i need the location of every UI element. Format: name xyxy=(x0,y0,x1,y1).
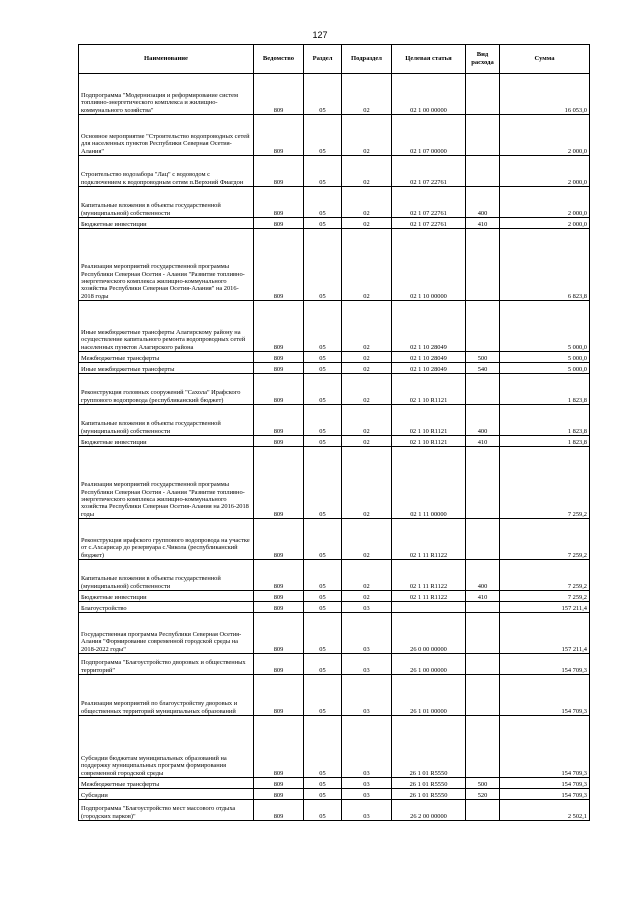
column-header-sum: Сумма xyxy=(500,45,590,74)
cell-subsection: 02 xyxy=(342,187,392,218)
cell-dept: 809 xyxy=(254,218,304,229)
table-row xyxy=(79,352,590,363)
page-number: 127 xyxy=(312,30,328,40)
cell-name: Реализация мероприятий по благоустройству дворовых и общественных территорий муниципальных образований xyxy=(79,675,254,716)
cell-subsection: 02 xyxy=(342,363,392,374)
cell-kind xyxy=(466,115,500,156)
cell-target: 02 1 07 22761 xyxy=(392,187,466,218)
column-header-dept: Ведомство xyxy=(254,45,304,74)
cell-kind xyxy=(466,156,500,187)
cell-kind xyxy=(466,374,500,405)
cell-sum: 154 709,3 xyxy=(500,675,590,716)
cell-dept: 809 xyxy=(254,374,304,405)
cell-section: 05 xyxy=(304,675,342,716)
cell-subsection: 03 xyxy=(342,778,392,789)
cell-target: 26 1 01 R5550 xyxy=(392,778,466,789)
column-header-target: Целевая статья xyxy=(392,45,466,74)
cell-name: Государственная программа Республики Северная Осетия-Алания "Формирование современной городской среды на 2018-2022 годы" xyxy=(79,613,254,654)
cell-target: 02 1 10 R1121 xyxy=(392,405,466,436)
cell-subsection: 02 xyxy=(342,560,392,591)
column-header-name: Наименование xyxy=(79,45,254,74)
cell-name: Бюджетные инвестиции xyxy=(79,591,254,602)
cell-target: 02 1 11 00000 xyxy=(392,447,466,519)
table-row xyxy=(79,602,590,613)
cell-name: Подпрограмма "Модернизация и реформирование систем топливно-энергетического комплекса и жилищно-коммунального хозяйства" xyxy=(79,74,254,115)
cell-target: 26 1 00 00000 xyxy=(392,654,466,675)
cell-dept: 809 xyxy=(254,675,304,716)
cell-kind xyxy=(466,447,500,519)
cell-sum: 2 502,1 xyxy=(500,800,590,821)
cell-sum: 7 259,2 xyxy=(500,447,590,519)
cell-subsection: 03 xyxy=(342,654,392,675)
cell-section: 05 xyxy=(304,352,342,363)
cell-target: 26 2 00 00000 xyxy=(392,800,466,821)
cell-section: 05 xyxy=(304,591,342,602)
cell-kind: 500 xyxy=(466,778,500,789)
cell-subsection: 02 xyxy=(342,519,392,560)
cell-sum: 7 259,2 xyxy=(500,560,590,591)
cell-section: 05 xyxy=(304,74,342,115)
cell-target: 02 1 10 00000 xyxy=(392,229,466,301)
cell-subsection: 03 xyxy=(342,602,392,613)
cell-target: 02 1 00 00000 xyxy=(392,74,466,115)
cell-target xyxy=(392,602,466,613)
cell-section: 05 xyxy=(304,301,342,352)
cell-subsection: 02 xyxy=(342,301,392,352)
table-row xyxy=(79,519,590,560)
cell-section: 05 xyxy=(304,519,342,560)
cell-section: 05 xyxy=(304,436,342,447)
cell-section: 05 xyxy=(304,229,342,301)
cell-target: 02 1 10 28049 xyxy=(392,301,466,352)
column-header-section: Раздел xyxy=(304,45,342,74)
cell-section: 05 xyxy=(304,613,342,654)
cell-dept: 809 xyxy=(254,363,304,374)
cell-name: Подпрограмма "Благоустройство дворовых и общественных территорий" xyxy=(79,654,254,675)
cell-dept: 809 xyxy=(254,789,304,800)
cell-sum: 5 000,0 xyxy=(500,363,590,374)
table-row xyxy=(79,560,590,591)
cell-name: Реконструкция ирафского группового водопровода на участке от с.Ахсарисар до резервуара с.Чикола (республиканский бюджет) xyxy=(79,519,254,560)
cell-sum: 154 709,3 xyxy=(500,654,590,675)
cell-name: Субсидии бюджетам муниципальных образований на поддержку муниципальных программ формирования современной городской среды xyxy=(79,716,254,778)
cell-sum: 154 709,3 xyxy=(500,789,590,800)
cell-kind: 410 xyxy=(466,591,500,602)
cell-kind xyxy=(466,800,500,821)
cell-target: 26 0 00 00000 xyxy=(392,613,466,654)
column-header-subsection: Подраздел xyxy=(342,45,392,74)
table-body xyxy=(79,74,590,821)
cell-name: Межбюджетные трансферты xyxy=(79,352,254,363)
table-row xyxy=(79,405,590,436)
cell-section: 05 xyxy=(304,778,342,789)
cell-target: 02 1 11 R1122 xyxy=(392,560,466,591)
cell-dept: 809 xyxy=(254,602,304,613)
table-row xyxy=(79,447,590,519)
cell-subsection: 02 xyxy=(342,436,392,447)
cell-sum: 1 823,8 xyxy=(500,405,590,436)
cell-name: Иные межбюджетные трансферты xyxy=(79,363,254,374)
cell-subsection: 02 xyxy=(342,218,392,229)
cell-dept: 809 xyxy=(254,156,304,187)
cell-kind xyxy=(466,602,500,613)
cell-section: 05 xyxy=(304,560,342,591)
cell-dept: 809 xyxy=(254,613,304,654)
cell-dept: 809 xyxy=(254,229,304,301)
cell-dept: 809 xyxy=(254,74,304,115)
cell-dept: 809 xyxy=(254,800,304,821)
table-row xyxy=(79,187,590,218)
cell-section: 05 xyxy=(304,405,342,436)
cell-section: 05 xyxy=(304,789,342,800)
cell-name: Капитальные вложения в объекты государственной (муниципальной) собственности xyxy=(79,187,254,218)
cell-sum: 157 211,4 xyxy=(500,602,590,613)
cell-section: 05 xyxy=(304,602,342,613)
cell-target: 26 1 01 R5550 xyxy=(392,789,466,800)
cell-section: 05 xyxy=(304,654,342,675)
cell-sum: 2 000,0 xyxy=(500,115,590,156)
cell-sum: 7 259,2 xyxy=(500,591,590,602)
cell-dept: 809 xyxy=(254,436,304,447)
cell-name: Строительство водозабора "Лац" с водоводом с подключением к водопроводным сетям п.Верхний Фиагдон xyxy=(79,156,254,187)
cell-section: 05 xyxy=(304,374,342,405)
cell-kind: 540 xyxy=(466,363,500,374)
table-header-row xyxy=(79,45,590,74)
cell-subsection: 02 xyxy=(342,447,392,519)
table-row xyxy=(79,789,590,800)
cell-subsection: 02 xyxy=(342,115,392,156)
cell-section: 05 xyxy=(304,115,342,156)
cell-name: Субсидии xyxy=(79,789,254,800)
cell-dept: 809 xyxy=(254,115,304,156)
table-row xyxy=(79,218,590,229)
cell-dept: 809 xyxy=(254,560,304,591)
cell-section: 05 xyxy=(304,218,342,229)
cell-target: 02 1 10 28049 xyxy=(392,363,466,374)
cell-kind: 400 xyxy=(466,405,500,436)
cell-sum: 154 709,3 xyxy=(500,716,590,778)
cell-subsection: 02 xyxy=(342,352,392,363)
cell-subsection: 02 xyxy=(342,374,392,405)
cell-name: Благоустройство xyxy=(79,602,254,613)
cell-section: 05 xyxy=(304,363,342,374)
table-row xyxy=(79,436,590,447)
cell-dept: 809 xyxy=(254,591,304,602)
cell-name: Бюджетные инвестиции xyxy=(79,218,254,229)
cell-kind xyxy=(466,301,500,352)
cell-target: 26 1 01 00000 xyxy=(392,675,466,716)
cell-target: 02 1 07 22761 xyxy=(392,156,466,187)
cell-subsection: 03 xyxy=(342,675,392,716)
cell-sum: 157 211,4 xyxy=(500,613,590,654)
cell-sum: 154 709,3 xyxy=(500,778,590,789)
cell-dept: 809 xyxy=(254,654,304,675)
table-row xyxy=(79,115,590,156)
cell-name: Бюджетные инвестиции xyxy=(79,436,254,447)
cell-target: 02 1 07 22761 xyxy=(392,218,466,229)
cell-dept: 809 xyxy=(254,519,304,560)
table-row xyxy=(79,374,590,405)
table-row xyxy=(79,716,590,778)
cell-kind: 410 xyxy=(466,436,500,447)
table-row xyxy=(79,229,590,301)
cell-target: 02 1 10 R1121 xyxy=(392,436,466,447)
cell-kind xyxy=(466,675,500,716)
cell-name: Капитальные вложения в объекты государственной (муниципальной) собственности xyxy=(79,405,254,436)
cell-section: 05 xyxy=(304,447,342,519)
cell-target: 02 1 11 R1122 xyxy=(392,519,466,560)
table-row xyxy=(79,156,590,187)
cell-subsection: 02 xyxy=(342,591,392,602)
cell-kind xyxy=(466,229,500,301)
cell-name: Иные межбюджетные трансферты Алагирскому району на осуществление капитального ремонта водопроводных сетей населенных пунктов Алагирского района xyxy=(79,301,254,352)
table-row xyxy=(79,363,590,374)
cell-subsection: 02 xyxy=(342,229,392,301)
budget-table xyxy=(78,44,590,821)
cell-kind xyxy=(466,519,500,560)
cell-target: 02 1 11 R1122 xyxy=(392,591,466,602)
cell-sum: 7 259,2 xyxy=(500,519,590,560)
table-row xyxy=(79,675,590,716)
cell-kind xyxy=(466,654,500,675)
table-row xyxy=(79,654,590,675)
table-row xyxy=(79,800,590,821)
cell-section: 05 xyxy=(304,187,342,218)
cell-target: 02 1 10 R1121 xyxy=(392,374,466,405)
cell-subsection: 03 xyxy=(342,716,392,778)
cell-section: 05 xyxy=(304,716,342,778)
cell-section: 05 xyxy=(304,800,342,821)
cell-kind: 410 xyxy=(466,218,500,229)
cell-name: Подпрограмма "Благоустройство мест массового отдыха (городских парков)" xyxy=(79,800,254,821)
cell-dept: 809 xyxy=(254,405,304,436)
cell-name: Основное мероприятие "Строительство водопроводных сетей для населенных пунктов Республики Северная Осетия-Алания" xyxy=(79,115,254,156)
cell-sum: 2 000,0 xyxy=(500,218,590,229)
cell-subsection: 02 xyxy=(342,405,392,436)
cell-name: Межбюджетные трансферты xyxy=(79,778,254,789)
cell-sum: 1 823,8 xyxy=(500,436,590,447)
cell-dept: 809 xyxy=(254,447,304,519)
cell-target: 02 1 10 28049 xyxy=(392,352,466,363)
cell-name: Капитальные вложения в объекты государственной (муниципальной) собственности xyxy=(79,560,254,591)
cell-name: Реализация мероприятий государственной программы Республики Северная Осетия - Алания "Развитие топливно-энергетического комплекса жилищно-коммунального хозяйства Республики Северная Осетия-Алания на 2016-2018 годы xyxy=(79,447,254,519)
cell-section: 05 xyxy=(304,156,342,187)
cell-dept: 809 xyxy=(254,778,304,789)
cell-name: Реализация мероприятий государственной программы Республики Северная Осетия - Алания "Развитие топливно-энергетического комплекса жилищно-коммунального хозяйства Республики Северная Осетия-Алания" на 2016-2018 годы xyxy=(79,229,254,301)
cell-kind: 500 xyxy=(466,352,500,363)
cell-subsection: 02 xyxy=(342,74,392,115)
table-row xyxy=(79,591,590,602)
cell-sum: 1 823,8 xyxy=(500,374,590,405)
table-row xyxy=(79,778,590,789)
cell-subsection: 03 xyxy=(342,789,392,800)
cell-sum: 5 000,0 xyxy=(500,301,590,352)
cell-kind: 400 xyxy=(466,560,500,591)
cell-dept: 809 xyxy=(254,187,304,218)
cell-sum: 6 823,8 xyxy=(500,229,590,301)
table-row xyxy=(79,301,590,352)
cell-subsection: 03 xyxy=(342,613,392,654)
cell-dept: 809 xyxy=(254,301,304,352)
cell-sum: 2 000,0 xyxy=(500,156,590,187)
cell-kind xyxy=(466,613,500,654)
cell-sum: 5 000,0 xyxy=(500,352,590,363)
cell-subsection: 03 xyxy=(342,800,392,821)
cell-target: 02 1 07 00000 xyxy=(392,115,466,156)
column-header-kind: Вид расхода xyxy=(466,45,500,74)
cell-kind xyxy=(466,716,500,778)
table-row xyxy=(79,613,590,654)
cell-kind: 400 xyxy=(466,187,500,218)
cell-sum: 16 053,0 xyxy=(500,74,590,115)
table-row xyxy=(79,74,590,115)
cell-subsection: 02 xyxy=(342,156,392,187)
cell-sum: 2 000,0 xyxy=(500,187,590,218)
cell-dept: 809 xyxy=(254,716,304,778)
cell-kind xyxy=(466,74,500,115)
cell-dept: 809 xyxy=(254,352,304,363)
cell-target: 26 1 01 R5550 xyxy=(392,716,466,778)
cell-name: Реконструкция головных сооружений "Сахола" Ирафского группового водопровода (республиканский бюджет) xyxy=(79,374,254,405)
cell-kind: 520 xyxy=(466,789,500,800)
